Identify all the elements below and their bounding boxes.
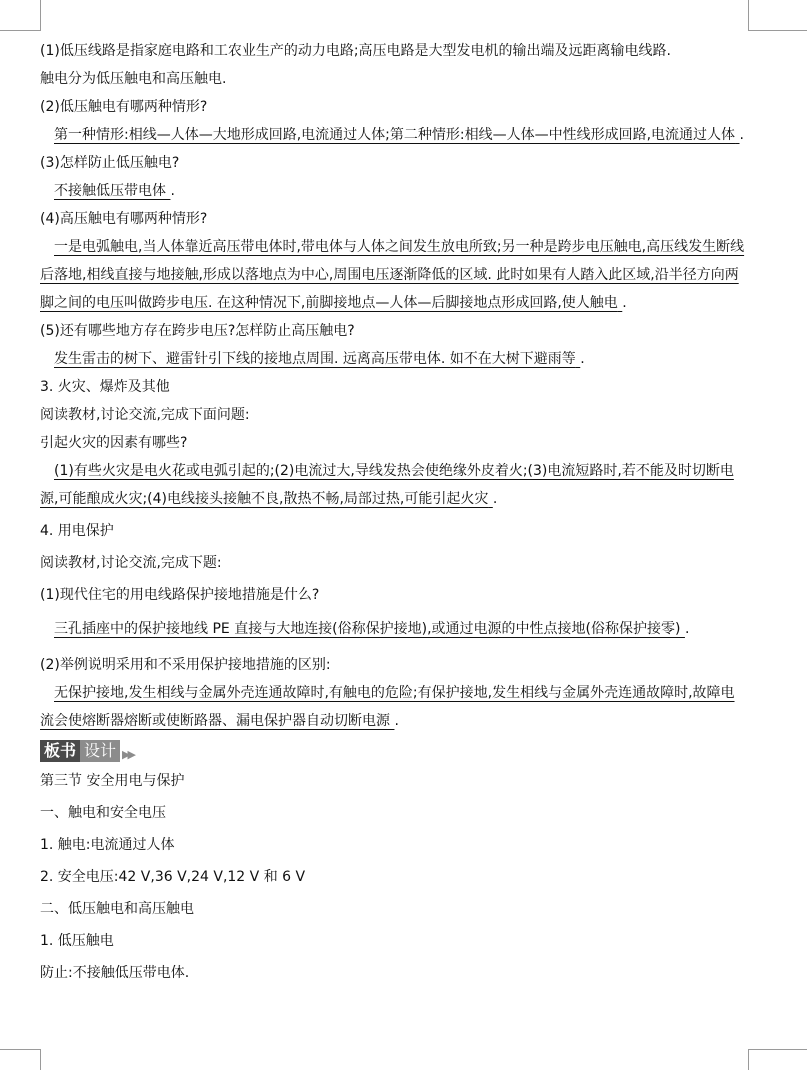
summary-item-1: 1. 触电:电流通过人体 — [40, 837, 175, 853]
answer-3-block — [40, 177, 748, 205]
question-2: (2)低压触电有哪两种情形? — [40, 99, 208, 115]
section-3-instruction: 阅读教材,讨论交流,完成下面问题: — [40, 407, 250, 423]
answer-4-period: . — [622, 295, 627, 311]
answer-2-period: . — [739, 127, 744, 143]
summary-heading-1: 一、触电和安全电压 — [40, 805, 166, 821]
answer-3-period: . — [170, 183, 175, 199]
banner-label-dark: 板书 — [40, 740, 80, 762]
summary-heading-2: 二、低压触电和高压触电 — [40, 901, 194, 917]
section-3-question: 引起火灾的因素有哪些? — [40, 435, 188, 451]
answer-3: 不接触低压带电体 — [54, 183, 166, 199]
crop-mark-bottom-left — [0, 1049, 41, 1070]
section-4-question-1: (1)现代住宅的用电线路保护接地措施是什么? — [40, 587, 320, 603]
section-4-answer-1-period: . — [684, 621, 690, 637]
answer-4: 一是电弧触电,当人体靠近高压带电体时,带电体与人体之间发生放电所致;另一种是跨步电压触电,高压线发生断线后落地,相线直接与地接触,形成以落地点为中心,周围电压逐渐降低的区域. 此时如果有人踏入此区域,沿半径方向两脚之间的电压叫做跨步电压. 在这种情况下,前脚接地点—人体—后脚接地点形成回路,使人触电 — [40, 239, 745, 311]
section-4-answer-1: 三孔插座中的保护接地线 PE 直接与大地连接(俗称保护接地),或通过电源的中性点接地(俗称保护接零) — [54, 621, 681, 637]
summary-title: 第三节 安全用电与保护 — [40, 773, 185, 789]
answer-2: 第一种情形:相线—人体—大地形成回路,电流通过人体;第二种情形:相线—人体—中性线形成回路,电流通过人体 — [54, 127, 736, 143]
section-3-answer: (1)有些火灾是电火花或电弧引起的;(2)电流过大,导线发热会使绝缘外皮着火;(3)电流短路时,若不能及时切断电源,可能酿成火灾;(4)电线接头接触不良,散热不畅,局部过热,可能引起火灾 — [40, 463, 734, 507]
crop-mark-top-left — [0, 0, 41, 31]
summary-item-2: 2. 安全电压:42 V,36 V,24 V,12 V 和 6 V — [40, 869, 306, 885]
question-5: (5)还有哪些地方存在跨步电压?怎样防止高压触电? — [40, 323, 355, 339]
answer-5-block — [40, 345, 748, 373]
answer-5: 发生雷击的树下、避雷针引下线的接地点周围. 远离高压带电体. 如不在大树下避雨等 — [54, 351, 576, 367]
crop-mark-bottom-right — [748, 1049, 807, 1070]
section-3-title: 3. 火灾、爆炸及其他 — [40, 379, 170, 395]
section-4-instruction: 阅读教材,讨论交流,完成下题: — [40, 555, 222, 571]
crop-mark-top-right — [748, 0, 807, 31]
section-4-answer-2: 无保护接地,发生相线与金属外壳连通故障时,有触电的危险;有保护接地,发生相线与金属外壳连通故障时,故障电流会使熔断器熔断或使断路器、漏电保护器自动切断电源 — [40, 685, 735, 729]
question-4: (4)高压触电有哪两种情形? — [40, 211, 208, 227]
section-4-title: 4. 用电保护 — [40, 523, 114, 539]
answer-2-block — [40, 121, 748, 149]
double-arrow-icon: ▶▶ — [122, 747, 133, 761]
banner-label-light: 设计 — [80, 740, 120, 762]
section-4-question-2: (2)举例说明采用和不采用保护接地措施的区别: — [40, 657, 331, 673]
board-design-banner — [40, 737, 748, 765]
section-3-answer-block — [40, 457, 748, 513]
question-3: (3)怎样防止低压触电? — [40, 155, 180, 171]
answer-4-block — [40, 233, 748, 317]
document-body — [40, 37, 748, 989]
intro-line-1: (1)低压线路是指家庭电路和工农业生产的动力电路;高压电路是大型发电机的输出端及远距离输电线路. — [40, 43, 671, 59]
section-4-answer-2-period: . — [394, 713, 399, 729]
section-4-answer-1-block — [40, 613, 748, 645]
summary-item-3: 1. 低压触电 — [40, 933, 114, 949]
answer-5-period: . — [580, 351, 585, 367]
section-3-answer-period: . — [492, 491, 498, 507]
section-4-answer-2-block — [40, 679, 748, 735]
intro-line-2: 触电分为低压触电和高压触电. — [40, 71, 227, 87]
summary-item-4: 防止:不接触低压带电体. — [40, 965, 190, 981]
